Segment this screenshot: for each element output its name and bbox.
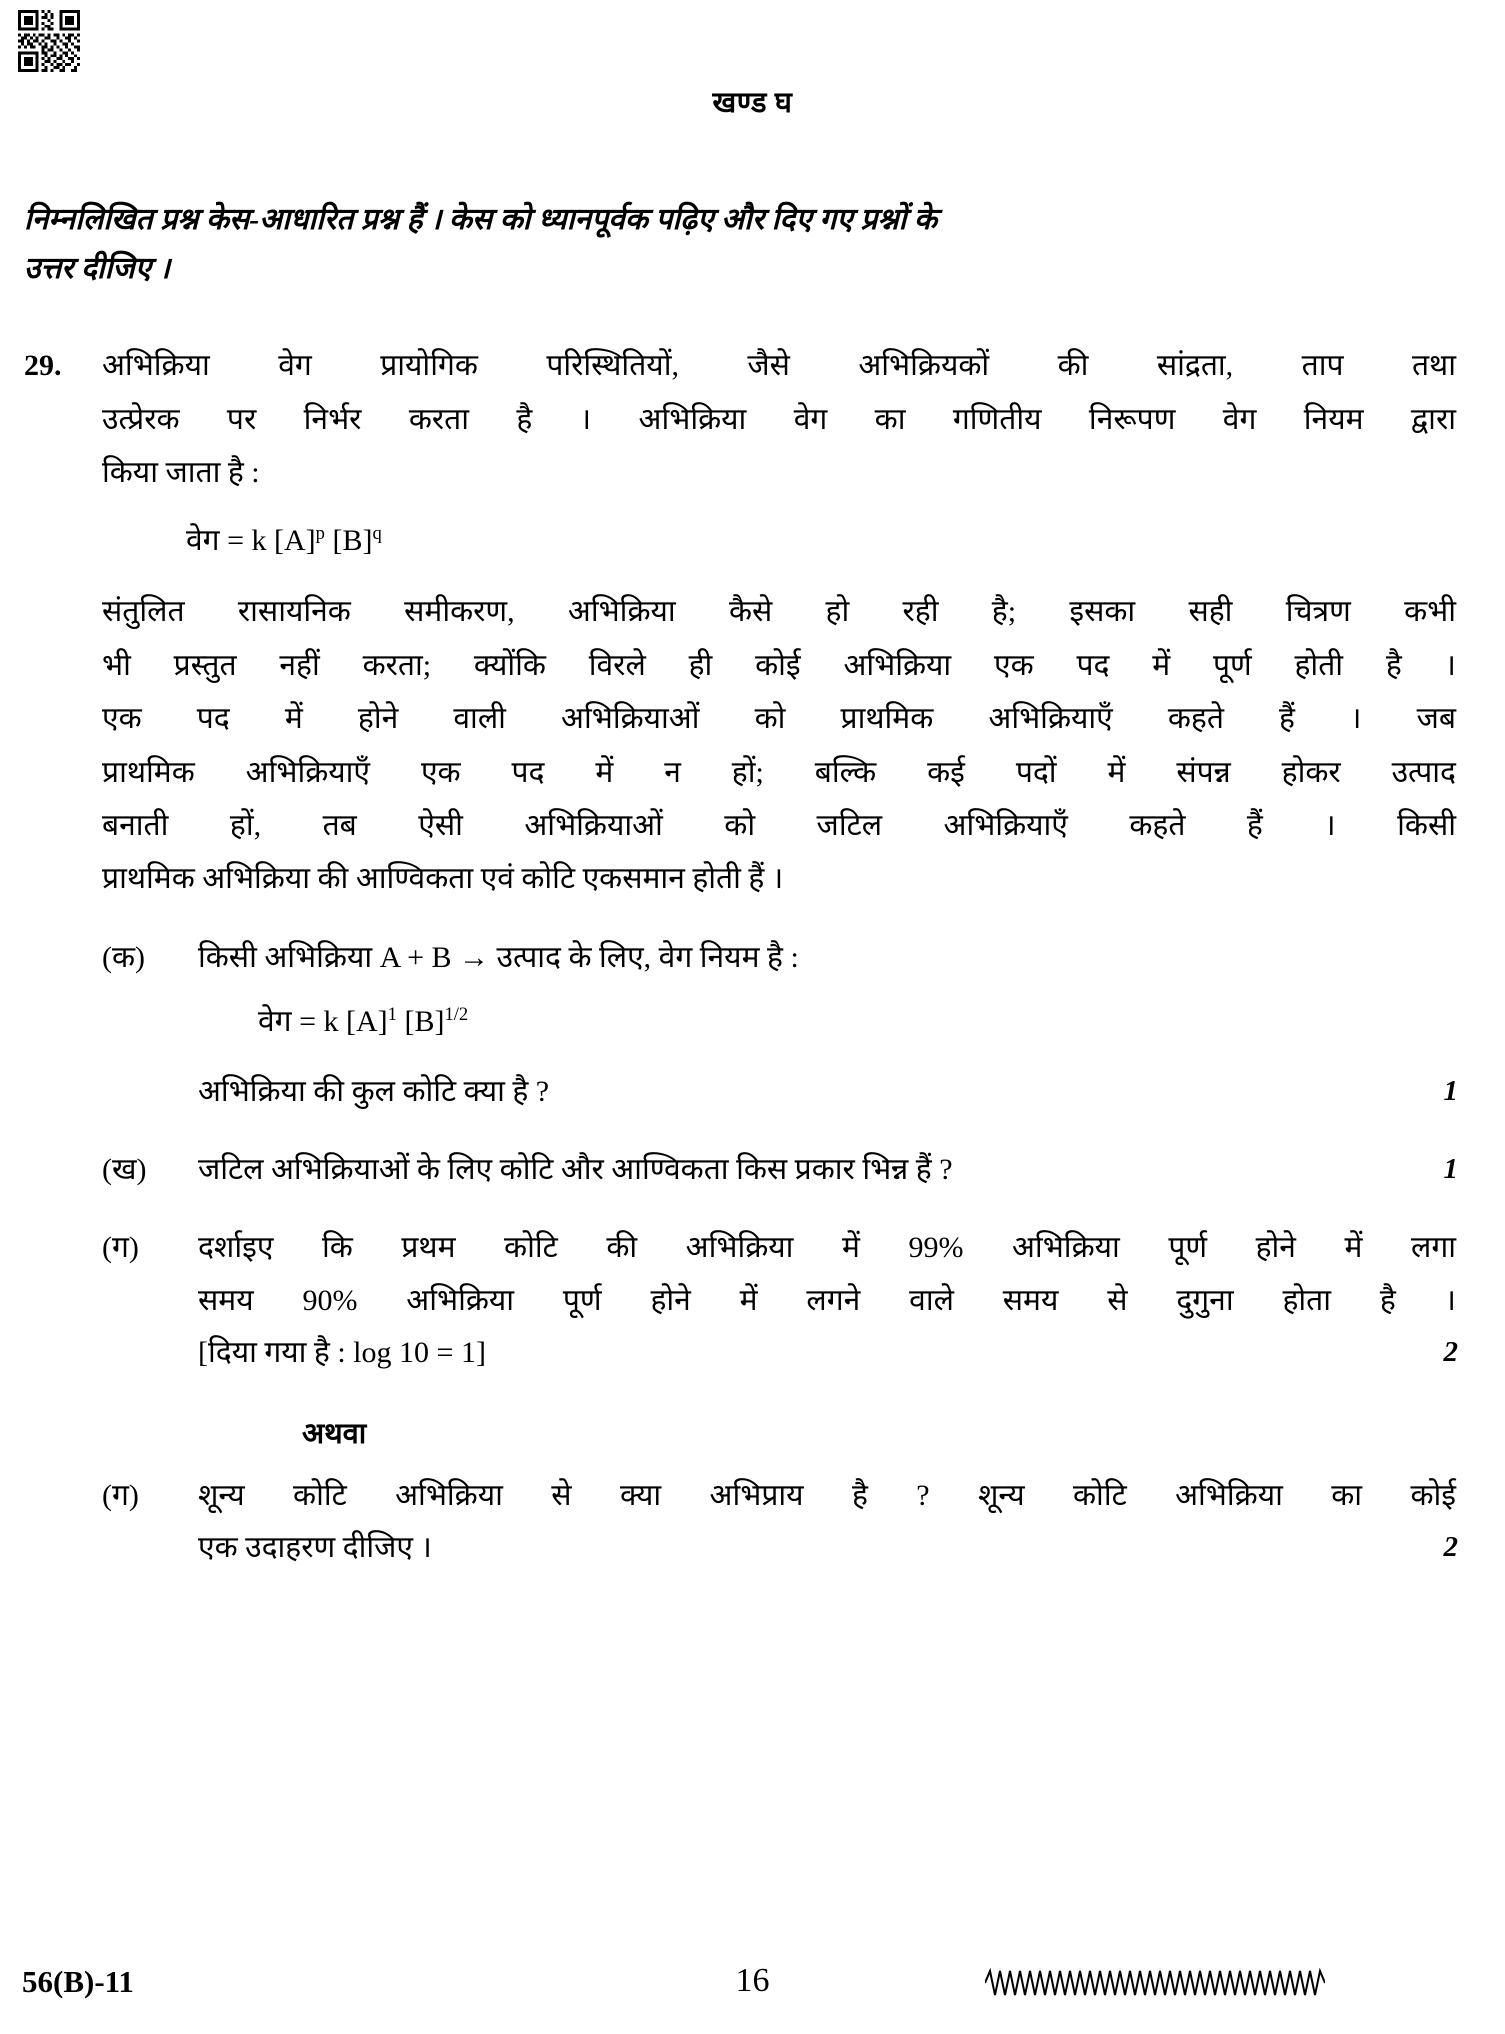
rate-law-equals: = [227,524,244,558]
part-kha-body [198,1144,1456,1196]
part-kha-marks: 1 [1443,1153,1458,1186]
part-ka-formula-a-exponent: 1 [387,1003,397,1025]
rate-law-formula [186,517,1456,565]
section-heading: खण्ड घ [712,87,793,119]
paper-code: 56(B)-11 [22,1964,134,1999]
passage-line-6: प्राथमिक अभिक्रिया की आण्विकता एवं कोटि एकसमान होती हैं । [102,862,784,896]
question-passage [102,585,1456,905]
rate-law-a-exponent: p [315,523,325,545]
question-number: 29. [24,349,62,383]
alternate-part-ga-line-1: शून्य कोटि अभिक्रिया से क्या अभिप्राय है ? शून्य कोटि अभिक्रिया का कोई [198,1479,1456,1513]
part-kha-question-text: जटिल अभिक्रियाओं के लिए कोटि और आण्विकता किस प्रकार भिन्न हैं ? [198,1153,953,1187]
part-ka-marks: 1 [1443,1075,1458,1108]
instructions-block [24,196,1456,293]
part-ka-formula-equals: = [299,1004,316,1038]
alternate-part-ga-label: (ग) [102,1479,139,1513]
page-footer [0,1960,1505,2010]
rate-law-a: [A] [274,524,316,558]
passage-line-2: भी प्रस्तुत नहीं करता; क्योंकि विरले ही कोई अभिक्रिया एक पद में पूर्ण होती है । [102,648,1456,682]
passage-line-5: बनाती हों, तब ऐसी अभिक्रियाओं को जटिल अभिक्रियाएँ कहते हैं । किसी [102,808,1456,842]
rate-law-b-exponent: q [372,523,382,545]
part-ga-line-3: [दिया गया है : log 10 = 1] [198,1335,486,1369]
part-ka-formula-label: वेग [258,1004,292,1038]
instruction-line-1: निम्नलिखित प्रश्न केस-आधारित प्रश्न हैं । केस को ध्यानपूर्वक पढ़िए और दिए गए प्रश्नों के [24,203,937,236]
part-ka-label: (क) [102,940,146,974]
question-stem [102,339,1456,499]
part-ga-body [198,1222,1456,1379]
part-ga-line-1: दर्शाइए कि प्रथम कोटि की अभिक्रिया में 99% अभिक्रिया पूर्ण होने में लगा [198,1231,1456,1265]
alternate-part-ga [102,1470,1456,1574]
part-ka-formula-k: k [323,1004,339,1038]
page-content [24,196,1456,1574]
part-ka-question-row [198,1066,1456,1118]
instruction-line-2: उत्तर दीजिए । [24,251,171,285]
stem-line-3: किया जाता है : [102,455,260,489]
qr-code-icon [18,10,80,72]
part-ka-formula-b-exponent: 1/2 [444,1003,469,1025]
passage-line-4: प्राथमिक अभिक्रियाएँ एक पद में न हों; बल्कि कई पदों में संपन्न होकर उत्पाद [102,755,1456,789]
part-ga-line-2: समय 90% अभिक्रिया पूर्ण होने में लगने वाले समय से दुगुना होता है । [198,1283,1456,1317]
part-ka-formula-b: [B] [404,1004,445,1038]
rate-law-label: वेग [186,524,220,558]
stem-line-1: अभिक्रिया वेग प्रायोगिक परिस्थितियों, जैसे अभिक्रियकों की सांद्रता, ताप तथा [102,349,1456,383]
stem-line-2: उत्प्रेरक पर निर्भर करता है । अभिक्रिया वेग का गणितीय निरूपण वेग नियम द्वारा [102,402,1456,436]
part-ka [102,932,1456,1119]
question-29 [24,339,1456,1574]
part-ka-formula [258,996,1456,1048]
part-ka-formula-a: [A] [346,1004,388,1038]
rate-law-k: k [251,524,267,558]
part-kha-label: (ख) [102,1153,147,1187]
alternate-part-ga-line-2: एक उदाहरण दीजिए । [198,1531,432,1565]
alternate-part-ga-line-2-row [198,1522,1456,1574]
zigzag-rule-icon [985,1966,1325,2000]
rate-law-b: [B] [332,524,373,558]
or-label: अथवा [302,1418,367,1451]
part-ga [102,1222,1456,1379]
alternate-part-ga-body [198,1470,1456,1574]
part-ka-body [198,932,1456,1119]
question-body [102,339,1456,1574]
part-ka-line-1: किसी अभिक्रिया A + B → उत्पाद के लिए, वेग नियम है : [198,940,799,974]
alternate-part-ga-marks: 2 [1443,1531,1458,1564]
part-kha-question-row [198,1144,1456,1196]
passage-line-1: संतुलित रासायनिक समीकरण, अभिक्रिया कैसे हो रही है; इसका सही चित्रण कभी [102,595,1456,629]
part-ga-marks: 2 [1443,1335,1458,1368]
passage-line-3: एक पद में होने वाली अभिक्रियाओं को प्राथमिक अभिक्रियाएँ कहते हैं । जब [102,702,1456,736]
page-number: 16 [735,1962,770,1999]
part-kha [102,1144,1456,1196]
part-ka-question-text: अभिक्रिया की कुल कोटि क्या है ? [198,1075,550,1109]
part-ga-label: (ग) [102,1231,139,1265]
part-ga-line-3-row [198,1327,1456,1379]
